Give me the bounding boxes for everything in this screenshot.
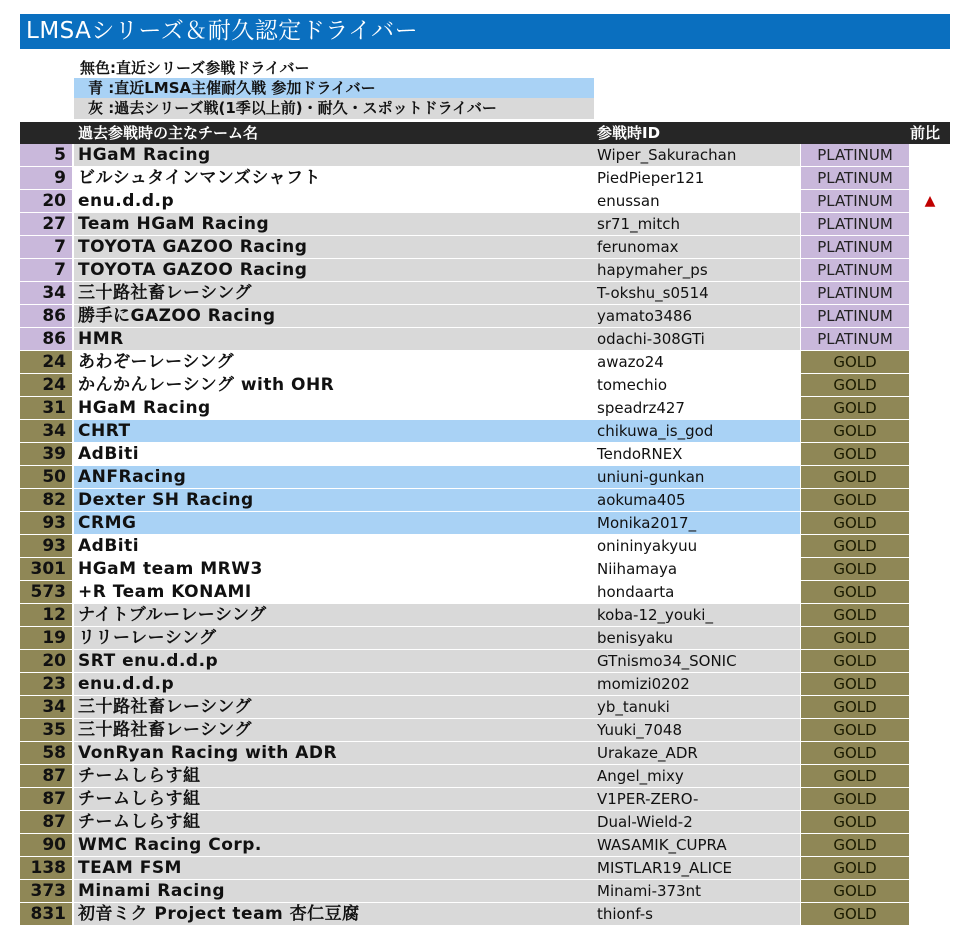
- table-row: [20, 466, 950, 489]
- car-number: 12: [20, 604, 72, 626]
- table-row: [20, 305, 950, 328]
- rank-badge: PLATINUM: [801, 259, 909, 281]
- trend-up-icon: [918, 351, 942, 373]
- driver-id: momizi0202: [596, 673, 800, 695]
- rank-badge: GOLD: [801, 420, 909, 442]
- trend-up-icon: [918, 788, 942, 810]
- rank-badge: GOLD: [801, 604, 909, 626]
- driver-id: koba-12_youki_: [596, 604, 800, 626]
- trend-up-icon: [918, 627, 942, 649]
- team-name: 初音ミク Project team 杏仁豆腐: [74, 903, 800, 925]
- team-name: 三十路社畜レーシング: [74, 282, 800, 304]
- table-row: [20, 673, 950, 696]
- driver-id: ferunomax: [596, 236, 800, 258]
- driver-id: Niihamaya: [596, 558, 800, 580]
- car-number: 373: [20, 880, 72, 902]
- driver-id: Minami-373nt: [596, 880, 800, 902]
- car-number: 87: [20, 788, 72, 810]
- rank-badge: GOLD: [801, 719, 909, 741]
- trend-up-icon: [918, 535, 942, 557]
- team-name: チームしらす組: [74, 765, 800, 787]
- table-row: [20, 443, 950, 466]
- legend-blue: 青 :直近LMSA主催耐久戦 参加ドライバー: [74, 78, 594, 99]
- trend-up-icon: [918, 420, 942, 442]
- team-name: Dexter SH Racing: [74, 489, 800, 511]
- driver-id: Monika2017_: [596, 512, 800, 534]
- car-number: 87: [20, 811, 72, 833]
- team-name: HGaM Racing: [74, 397, 800, 419]
- car-number: 24: [20, 374, 72, 396]
- car-number: 27: [20, 213, 72, 235]
- driver-id: MISTLAR19_ALICE: [596, 857, 800, 879]
- row-divider: [74, 925, 800, 926]
- car-number: 7: [20, 259, 72, 281]
- rank-badge: PLATINUM: [801, 144, 909, 166]
- team-name: ナイトブルーレーシング: [74, 604, 800, 626]
- driver-id: WASAMIK_CUPRA: [596, 834, 800, 856]
- rank-badge: GOLD: [801, 811, 909, 833]
- table-row: [20, 236, 950, 259]
- table-row: [20, 374, 950, 397]
- driver-id: GTnismo34_SONIC: [596, 650, 800, 672]
- driver-id: benisyaku: [596, 627, 800, 649]
- trend-up-icon: [918, 144, 942, 166]
- table-row: [20, 558, 950, 581]
- driver-id: aokuma405: [596, 489, 800, 511]
- trend-up-icon: [918, 305, 942, 327]
- legend-none: 無色:直近シリーズ参戦ドライバー: [74, 58, 594, 79]
- rank-badge: PLATINUM: [801, 282, 909, 304]
- trend-up-icon: [918, 374, 942, 396]
- trend-up-icon: [918, 742, 942, 764]
- car-number: 86: [20, 328, 72, 350]
- trend-up-icon: [918, 880, 942, 902]
- team-name: かんかんレーシング with OHR: [74, 374, 800, 396]
- rank-badge: GOLD: [801, 466, 909, 488]
- table-row: [20, 581, 950, 604]
- rank-badge: GOLD: [801, 742, 909, 764]
- trend-up-icon: [918, 581, 942, 603]
- car-number: 831: [20, 903, 72, 925]
- car-number: 35: [20, 719, 72, 741]
- trend-up-icon: [918, 328, 942, 350]
- rank-badge: PLATINUM: [801, 328, 909, 350]
- rank-badge: GOLD: [801, 397, 909, 419]
- rank-badge: GOLD: [801, 673, 909, 695]
- rank-badge: GOLD: [801, 489, 909, 511]
- car-number: 138: [20, 857, 72, 879]
- table-row: [20, 144, 950, 167]
- driver-id: yamato3486: [596, 305, 800, 327]
- header-id: 参戦時ID: [597, 124, 661, 142]
- car-number: 19: [20, 627, 72, 649]
- driver-id: hapymaher_ps: [596, 259, 800, 281]
- rank-badge: GOLD: [801, 765, 909, 787]
- rank-badge: GOLD: [801, 581, 909, 603]
- table-row: [20, 880, 950, 903]
- trend-up-icon: [918, 903, 942, 925]
- driver-id: Yuuki_7048: [596, 719, 800, 741]
- trend-up-icon: [918, 443, 942, 465]
- table-row: [20, 489, 950, 512]
- legend-gray: 灰 :過去シリーズ戦(1季以上前)・耐久・スポットドライバー: [74, 98, 594, 119]
- trend-up-icon: [918, 696, 942, 718]
- team-name: TEAM FSM: [74, 857, 800, 879]
- driver-id: Wiper_Sakurachan: [596, 144, 800, 166]
- team-name: WMC Racing Corp.: [74, 834, 800, 856]
- team-name: +R Team KONAMI: [74, 581, 800, 603]
- rank-badge: PLATINUM: [801, 167, 909, 189]
- car-number: 90: [20, 834, 72, 856]
- car-number: 82: [20, 489, 72, 511]
- driver-id: TendoRNEX: [596, 443, 800, 465]
- table-row: [20, 834, 950, 857]
- car-number: 23: [20, 673, 72, 695]
- driver-id: speadrz427: [596, 397, 800, 419]
- car-number: 7: [20, 236, 72, 258]
- table-row: [20, 604, 950, 627]
- car-number: 5: [20, 144, 72, 166]
- table-row: [20, 535, 950, 558]
- car-number: 573: [20, 581, 72, 603]
- trend-up-icon: [918, 512, 942, 534]
- table-row: [20, 512, 950, 535]
- rank-badge: PLATINUM: [801, 190, 909, 212]
- car-number: 39: [20, 443, 72, 465]
- team-name: チームしらす組: [74, 788, 800, 810]
- driver-id: enussan: [596, 190, 800, 212]
- team-name: Minami Racing: [74, 880, 800, 902]
- trend-up-icon: [918, 719, 942, 741]
- team-name: HMR: [74, 328, 800, 350]
- car-number: 34: [20, 420, 72, 442]
- table-row: [20, 696, 950, 719]
- driver-id: Dual-Wield-2: [596, 811, 800, 833]
- team-name: AdBiti: [74, 443, 800, 465]
- team-name: 三十路社畜レーシング: [74, 696, 800, 718]
- team-name: AdBiti: [74, 535, 800, 557]
- car-number: 86: [20, 305, 72, 327]
- rank-badge: GOLD: [801, 788, 909, 810]
- rank-badge: GOLD: [801, 558, 909, 580]
- team-name: SRT enu.d.d.p: [74, 650, 800, 672]
- table-row: [20, 742, 950, 765]
- team-name: 三十路社畜レーシング: [74, 719, 800, 741]
- car-number: 93: [20, 512, 72, 534]
- driver-id: Urakaze_ADR: [596, 742, 800, 764]
- trend-up-icon: [918, 673, 942, 695]
- page-title: LMSAシリーズ＆耐久認定ドライバー: [20, 14, 950, 49]
- driver-table: [20, 144, 950, 926]
- table-row: [20, 627, 950, 650]
- car-number: 31: [20, 397, 72, 419]
- team-name: CHRT: [74, 420, 800, 442]
- team-name: ビルシュタインマンズシャフト: [74, 167, 800, 189]
- rank-badge: GOLD: [801, 903, 909, 925]
- car-number: 34: [20, 696, 72, 718]
- table-row: [20, 351, 950, 374]
- team-name: HGaM team MRW3: [74, 558, 800, 580]
- table-row: [20, 650, 950, 673]
- team-name: CRMG: [74, 512, 800, 534]
- table-row: [20, 190, 950, 213]
- table-row: [20, 719, 950, 742]
- team-name: TOYOTA GAZOO Racing: [74, 236, 800, 258]
- driver-id: awazo24: [596, 351, 800, 373]
- team-name: チームしらす組: [74, 811, 800, 833]
- rank-badge: GOLD: [801, 443, 909, 465]
- driver-id: odachi-308GTi: [596, 328, 800, 350]
- car-number: 50: [20, 466, 72, 488]
- trend-up-icon: [918, 282, 942, 304]
- team-name: Team HGaM Racing: [74, 213, 800, 235]
- rank-badge: GOLD: [801, 512, 909, 534]
- rank-badge: GOLD: [801, 650, 909, 672]
- table-row: [20, 397, 950, 420]
- trend-up-icon: [918, 489, 942, 511]
- driver-id: tomechio: [596, 374, 800, 396]
- rank-badge: GOLD: [801, 535, 909, 557]
- trend-up-icon: ▲: [924, 193, 936, 209]
- team-name: TOYOTA GAZOO Racing: [74, 259, 800, 281]
- trend-up-icon: [918, 765, 942, 787]
- rank-badge: GOLD: [801, 834, 909, 856]
- trend-up-icon: [918, 466, 942, 488]
- trend-up-icon: [918, 857, 942, 879]
- table-row: [20, 259, 950, 282]
- team-name: あわぞーレーシング: [74, 351, 800, 373]
- table-row: [20, 788, 950, 811]
- table-row: [20, 857, 950, 880]
- trend-up-icon: [918, 236, 942, 258]
- header-team: 過去参戦時の主なチーム名: [78, 124, 259, 142]
- table-row: [20, 167, 950, 190]
- driver-id: uniuni-gunkan: [596, 466, 800, 488]
- car-number: 58: [20, 742, 72, 764]
- rank-badge: GOLD: [801, 374, 909, 396]
- car-number: 87: [20, 765, 72, 787]
- team-name: enu.d.d.p: [74, 190, 800, 212]
- driver-id: sr71_mitch: [596, 213, 800, 235]
- table-header: [20, 122, 950, 144]
- trend-up-icon: [918, 397, 942, 419]
- driver-id: thionf-s: [596, 903, 800, 925]
- trend-up-icon: [918, 811, 942, 833]
- header-prev: 前比: [910, 124, 941, 142]
- rank-badge: GOLD: [801, 880, 909, 902]
- trend-up-icon: [918, 834, 942, 856]
- driver-id: yb_tanuki: [596, 696, 800, 718]
- team-name: 勝手にGAZOO Racing: [74, 305, 800, 327]
- car-number: 34: [20, 282, 72, 304]
- driver-id: chikuwa_is_god: [596, 420, 800, 442]
- table-row: [20, 282, 950, 305]
- car-number: 20: [20, 190, 72, 212]
- table-row: [20, 328, 950, 351]
- driver-id: onininyakyuu: [596, 535, 800, 557]
- team-name: enu.d.d.p: [74, 673, 800, 695]
- car-number: 9: [20, 167, 72, 189]
- table-row: [20, 811, 950, 834]
- team-name: VonRyan Racing with ADR: [74, 742, 800, 764]
- team-name: HGaM Racing: [74, 144, 800, 166]
- team-name: リリーレーシング: [74, 627, 800, 649]
- driver-id: V1PER-ZERO-: [596, 788, 800, 810]
- rank-badge: PLATINUM: [801, 236, 909, 258]
- rank-badge: GOLD: [801, 627, 909, 649]
- trend-up-icon: [918, 167, 942, 189]
- rank-badge: GOLD: [801, 351, 909, 373]
- trend-up-icon: [918, 558, 942, 580]
- rank-badge: PLATINUM: [801, 213, 909, 235]
- table-row: [20, 420, 950, 443]
- trend-up-icon: [918, 213, 942, 235]
- driver-id: PiedPieper121: [596, 167, 800, 189]
- car-number: 93: [20, 535, 72, 557]
- car-number: 301: [20, 558, 72, 580]
- driver-id: hondaarta: [596, 581, 800, 603]
- driver-id: Angel_mixy: [596, 765, 800, 787]
- trend-up-icon: [918, 259, 942, 281]
- car-number: 20: [20, 650, 72, 672]
- trend-up-icon: [918, 604, 942, 626]
- rank-badge: PLATINUM: [801, 305, 909, 327]
- car-number: 24: [20, 351, 72, 373]
- table-row: [20, 213, 950, 236]
- table-row: [20, 765, 950, 788]
- driver-id: T-okshu_s0514: [596, 282, 800, 304]
- table-row: [20, 903, 950, 926]
- team-name: ANFRacing: [74, 466, 800, 488]
- trend-up-icon: [918, 650, 942, 672]
- rank-badge: GOLD: [801, 857, 909, 879]
- rank-badge: GOLD: [801, 696, 909, 718]
